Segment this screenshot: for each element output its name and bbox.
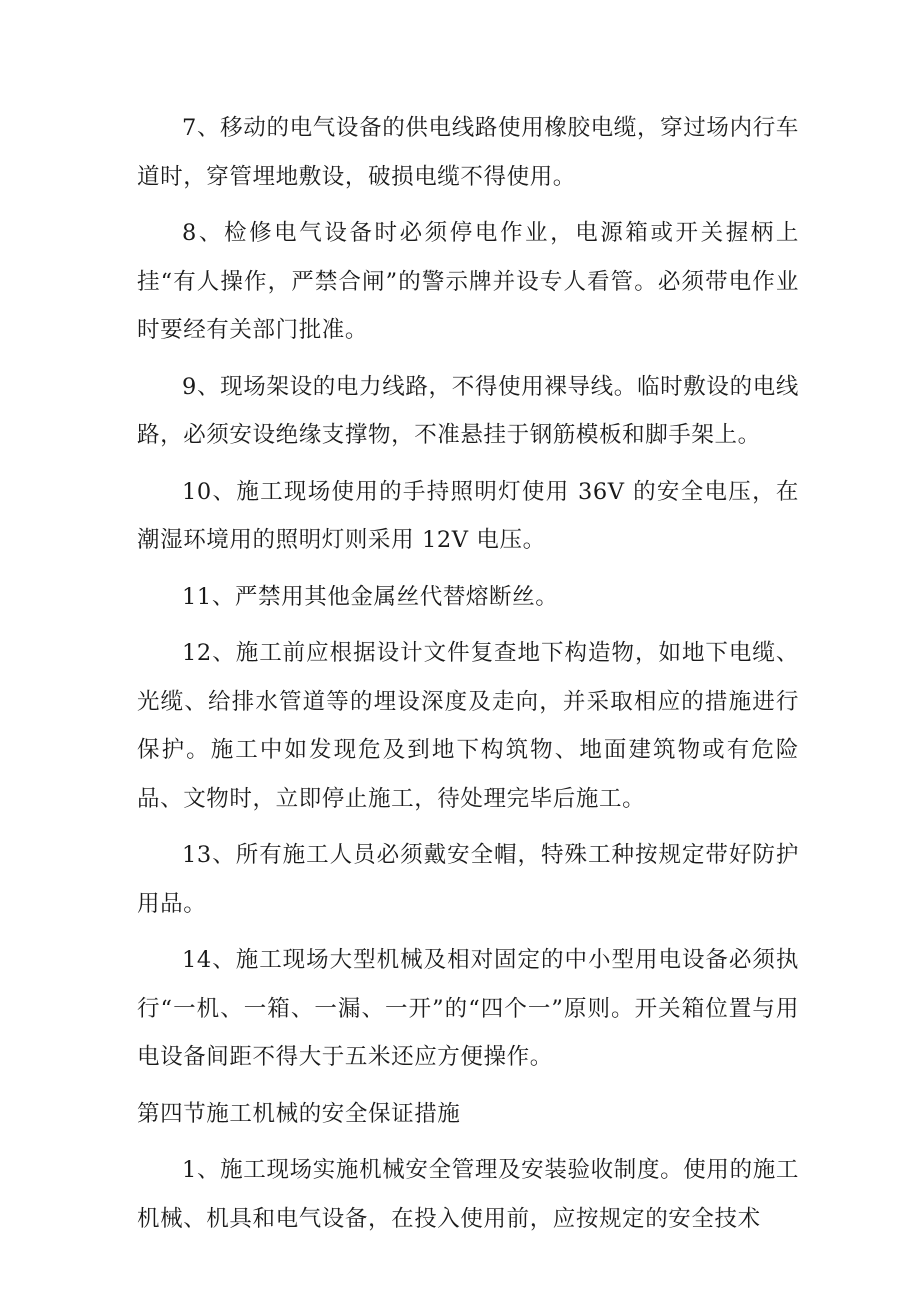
document-page <box>137 104 799 1251</box>
paragraph-12: 12、施工前应根据设计文件复查地下构造物，如地下电缆、光缆、给排水管道等的埋设深度及走向，并采取相应的措施进行保护。施工中如发现危及到地下构筑物、地面建筑物或有危险品、文物时，立即停止施工，待处理完毕后施工。 <box>137 640 799 812</box>
paragraph-7: 7、移动的电气设备的供电线路使用橡胶电缆，穿过场内行车道时，穿管埋地敷设，破损电缆不得使用。 <box>137 115 799 190</box>
section-heading: 第四节施工机械的安全保证措施 <box>137 1100 461 1127</box>
paragraph-9: 9、现场架设的电力线路，不得使用裸导线。临时敷设的电线路，必须安设绝缘支撑物，不准悬挂于钢筋模板和脚手架上。 <box>137 373 799 448</box>
paragraph-10: 10、施工现场使用的手持照明灯使用 36V 的安全电压，在潮湿环境用的照明灯则采用 12V 电压。 <box>137 478 799 553</box>
paragraph-11: 11、严禁用其他金属丝代替熔断丝。 <box>182 583 559 610</box>
paragraph-13: 13、所有施工人员必须戴安全帽，特殊工种按规定带好防护用品。 <box>137 842 799 917</box>
paragraph-14: 14、施工现场大型机械及相对固定的中小型用电设备必须执行“一机、一箱、一漏、一开”的“四个一”原则。开关箱位置与用电设备间距不得大于五米还应方便操作。 <box>137 947 799 1070</box>
paragraph-8: 8、检修电气设备时必须停电作业，电源箱或开关握柄上挂“有人操作，严禁合闸”的警示牌并设专人看管。必须带电作业时要经有关部门批准。 <box>137 220 799 343</box>
section-paragraph-1: 1、施工现场实施机械安全管理及安装验收制度。使用的施工机械、机具和电气设备，在投入使用前，应按规定的安全技术 <box>137 1157 799 1232</box>
